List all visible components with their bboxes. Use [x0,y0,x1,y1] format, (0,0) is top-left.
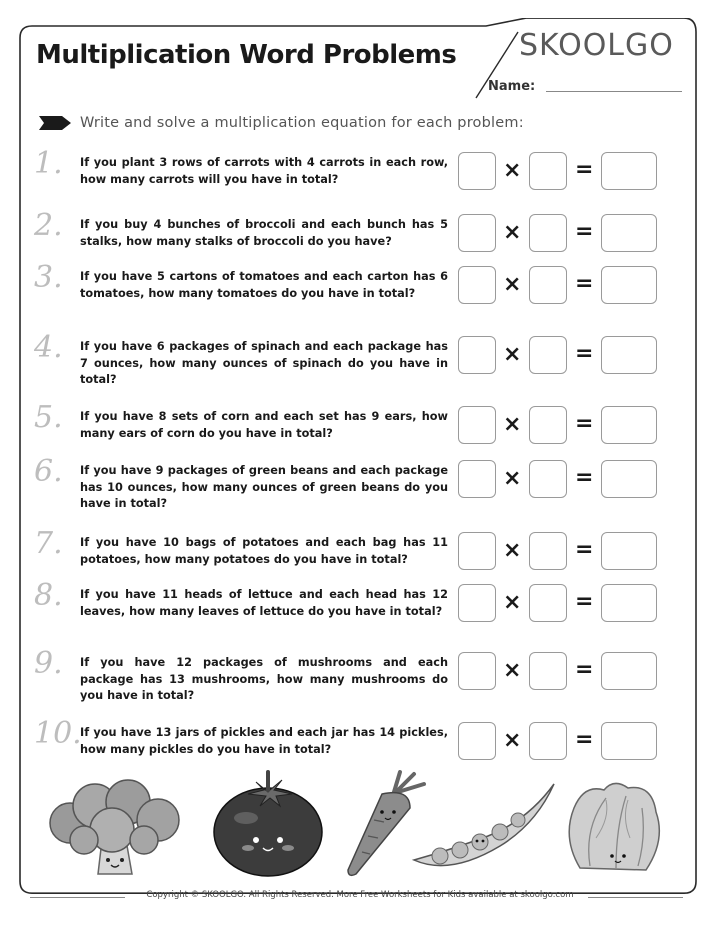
factor-1-box[interactable] [458,532,496,570]
equals-sign: = [575,537,594,562]
equals-sign: = [575,657,594,682]
problem-number: 1. [34,146,63,181]
times-sign: × [503,728,522,753]
times-sign: × [503,158,522,183]
factor-1-box[interactable] [458,266,496,304]
times-sign: × [503,590,522,615]
broccoli-icon [40,778,190,878]
times-sign: × [503,658,522,683]
problem-number: 6. [34,454,63,489]
problem-number: 5. [34,400,63,435]
product-answer-box[interactable] [601,584,657,622]
problem-number: 7. [34,526,63,561]
problem-text: If you have 8 sets of corn and each set has 9 ears, how many ears of corn do you have in total? [80,410,448,440]
factor-2-box[interactable] [529,532,567,570]
problem-text: If you have 10 bags of potatoes and each bag has 11 potatoes, how many potatoes do you have in total? [80,536,448,566]
problem-number: 8. [34,578,63,613]
product-answer-box[interactable] [601,460,657,498]
equals-sign: = [575,589,594,614]
problem-number: 9. [34,646,63,681]
factor-2-box[interactable] [529,152,567,190]
footer-copyright: Copyright © SKOOLGO. All Rights Reserved. More Free Worksheets for Kids available at skoolgo.com [146,890,574,900]
factor-2-box[interactable] [529,406,567,444]
factor-2-box[interactable] [529,214,567,252]
problem-text: If you have 9 packages of green beans and each package has 10 ounces, how many ounces of green beans do you have in total? [80,464,448,510]
problem-text: If you have 11 heads of lettuce and each head has 12 leaves, how many leaves of lettuce do you have in total? [80,588,448,618]
product-answer-box[interactable] [601,532,657,570]
times-sign: × [503,272,522,297]
equals-sign: = [575,727,594,752]
problem-text: If you buy 4 bunches of broccoli and each bunch has 5 stalks, how many stalks of broccoli do you have? [80,218,448,248]
worksheet [18,18,698,898]
instructions-text: Write and solve a multiplication equation for each problem: [80,115,524,131]
product-answer-box[interactable] [601,152,657,190]
product-answer-box[interactable] [601,722,657,760]
tomato-icon [208,768,328,878]
product-answer-box[interactable] [601,336,657,374]
factor-2-box[interactable] [529,266,567,304]
problem-text: If you have 13 jars of pickles and each jar has 14 pickles, how many pickles do you have in total? [80,726,448,756]
problem-number: 2. [34,208,63,243]
times-sign: × [503,342,522,367]
times-sign: × [503,412,522,437]
factor-2-box[interactable] [529,652,567,690]
problem-text: If you have 5 cartons of tomatoes and each carton has 6 tomatoes, how many tomatoes do you have in total? [80,270,448,300]
factor-1-box[interactable] [458,214,496,252]
equals-sign: = [575,411,594,436]
arrow-tag-icon [38,114,72,132]
factor-1-box[interactable] [458,722,496,760]
product-answer-box[interactable] [601,214,657,252]
equals-sign: = [575,219,594,244]
brand-logo: SKOOLGO [519,28,674,63]
worksheet-border [18,18,698,898]
equals-sign: = [575,157,594,182]
factor-1-box[interactable] [458,336,496,374]
times-sign: × [503,466,522,491]
factor-1-box[interactable] [458,460,496,498]
factor-2-box[interactable] [529,584,567,622]
problem-number: 3. [34,260,63,295]
name-field-line[interactable] [546,91,682,92]
factor-1-box[interactable] [458,152,496,190]
factor-2-box[interactable] [529,336,567,374]
product-answer-box[interactable] [601,652,657,690]
lettuce-icon [560,778,670,878]
factor-1-box[interactable] [458,652,496,690]
equals-sign: = [575,341,594,366]
factor-1-box[interactable] [458,406,496,444]
problem-text: If you plant 3 rows of carrots with 4 carrots in each row, how many carrots will you have in total? [80,156,448,186]
equals-sign: = [575,271,594,296]
problem-text: If you have 6 packages of spinach and each package has 7 ounces, how many ounces of spinach do you have in total? [80,340,448,386]
page-title: Multiplication Word Problems [36,40,457,70]
name-label: Name: [488,79,536,94]
factor-2-box[interactable] [529,460,567,498]
times-sign: × [503,538,522,563]
product-answer-box[interactable] [601,406,657,444]
pea-pod-icon [410,780,560,880]
equals-sign: = [575,465,594,490]
times-sign: × [503,220,522,245]
factor-1-box[interactable] [458,584,496,622]
product-answer-box[interactable] [601,266,657,304]
problem-number: 4. [34,330,63,365]
factor-2-box[interactable] [529,722,567,760]
problem-text: If you have 12 packages of mushrooms and each package has 13 mushrooms, how many mushrooms do you have in total? [80,656,448,702]
problem-number: 10. [34,716,82,751]
